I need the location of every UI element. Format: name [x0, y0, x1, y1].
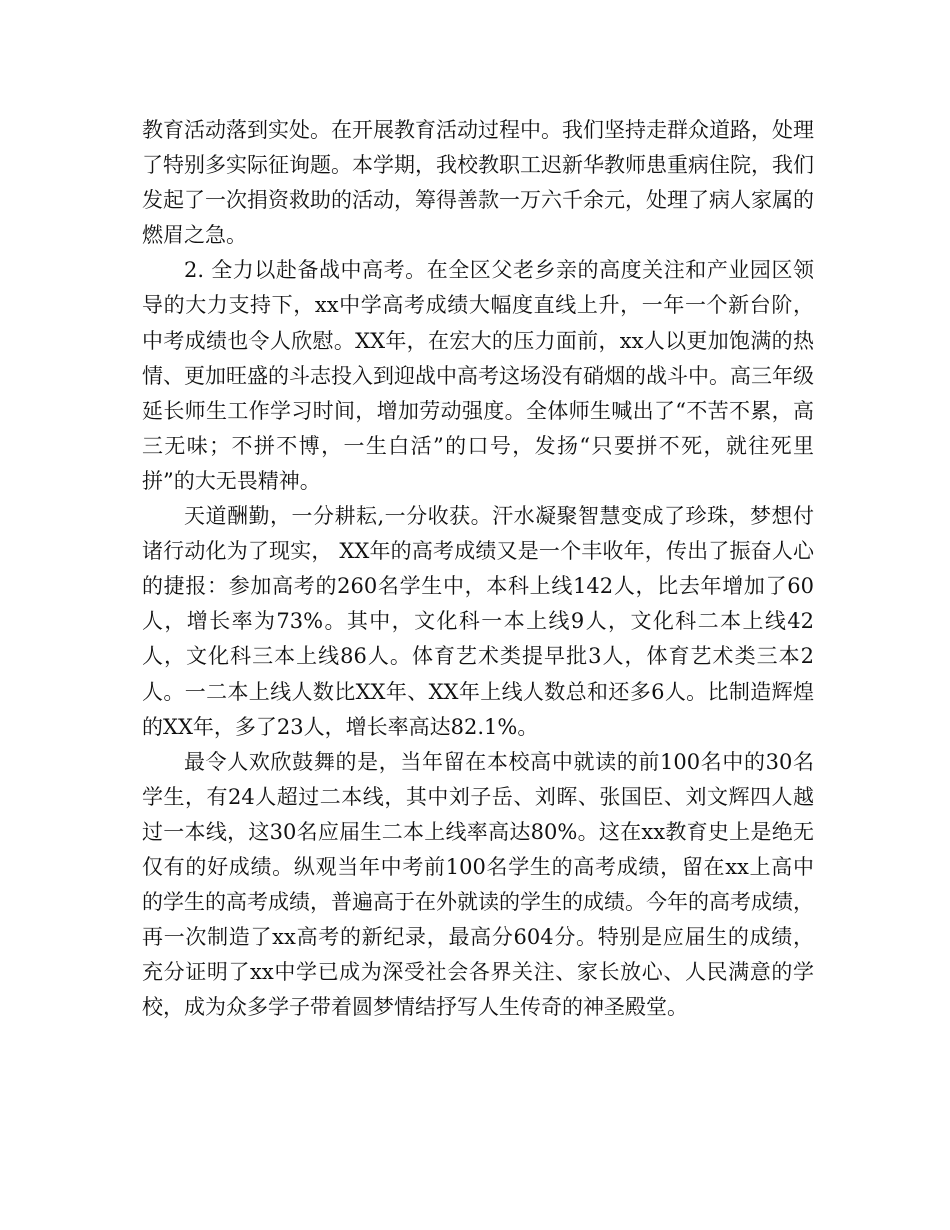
paragraph-exam-results: 天道酬勤，一分耕耘,一分收获。汗水凝聚智慧变成了珍珠，梦想付诸行动化为了现实， XX年的高考成绩又是一个丰收年，传出了振奋人心的捷报：参加高考的260名学生中，本科上线142人，比去年增加了60人，增长率为73%。其中，文化科一本上线9人，文化科二本上线42人，文化科三本上线86人。体育艺术类提早批3人，体育艺术类三本2人。一二本上线人数比XX年、XX年上线人数总和还多6人。比制造辉煌的XX年，多了23人，增长率高达82.1%。	[142, 504, 814, 739]
paragraph-top-students: 最令人欢欣鼓舞的是，当年留在本校高中就读的前100名中的30名学生，有24人超过二本线，其中刘子岳、刘晖、张国臣、刘文辉四人越过一本线，这30名应届生二本上线率高达80%。这在xx教育史上是绝无仅有的好成绩。纵观当年中考前100名学生的高考成绩，留在xx上高中的学生的高考成绩，普遍高于在外就读的学生的成绩。今年的高考成绩，再一次制造了xx高考的新纪录，最高分604分。特别是应届生的成绩，充分证明了xx中学已成为深受社会各界关注、家长放心、人民满意的学校，成为众多学子带着圆梦情结抒写人生传奇的神圣殿堂。	[142, 749, 814, 1020]
document-body	[142, 113, 814, 1025]
paragraph-continuation: 教育活动落到实处。在开展教育活动过程中。我们坚持走群众道路，处理了特别多实际征询题。本学期，我校教职工迟新华教师患重病住院，我们发起了一次捐资救助的活动，筹得善款一万六千余元，处理了病人家属的燃眉之急。	[142, 118, 814, 248]
paragraph-exam-preparation: 2. 全力以赴备战中高考。在全区父老乡亲的高度关注和产业园区领导的大力支持下，xx中学高考成绩大幅度直线上升，一年一个新台阶，中考成绩也令人欣慰。XX年，在宏大的压力面前，xx人以更加饱满的热情、更加旺盛的斗志投入到迎战中高考这场没有硝烟的战斗中。高三年级延长师生工作学习时间，增加劳动强度。全体师生喊出了“不苦不累，高三无味；不拼不博，一生白活”的口号，发扬“只要拼不死，就往死里拼”的大无畏精神。	[142, 258, 814, 493]
